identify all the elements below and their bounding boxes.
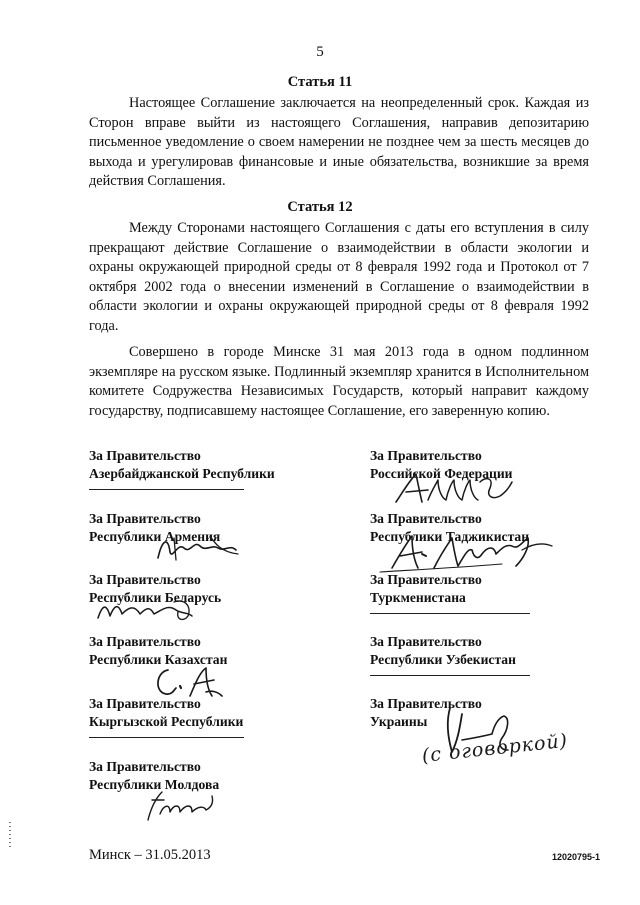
article-11-text: Настоящее Соглашение заключается на неопределенный срок. Каждая из Сторон вправе выйти из настоящего Соглашения, направив депозитарию письменное уведомление о своем намерении не позднее чем за шесть месяцев до выхода и урегулировав финансовые и иные обязательства, возникшие за время действия Соглашения. [89, 95, 589, 190]
signatory-line2: Республики Армения [89, 528, 221, 544]
signatory-line2: Республики Беларусь [89, 589, 222, 605]
signature-russia [388, 470, 518, 510]
closing-paragraph: Совершено в городе Минске 31 мая 2013 года в одном подлинном экземпляре на русском языке. Подлинный экземпляр хранится в Исполнительном комитете Содружества Независимых Государств, который направит каждому государству, подписавшему настоящее Соглашение, его заверенную копию. [89, 344, 589, 419]
signature-armenia [150, 530, 245, 566]
signatory-line2: Республики Таджикистан [370, 528, 530, 544]
signature-line [89, 489, 244, 490]
signatory-line2: Украины [370, 713, 428, 729]
signatory-line1: За Правительство [89, 448, 201, 463]
page-number: 5 [316, 44, 324, 60]
signatory-line2: Республики Молдова [89, 776, 220, 792]
signatory-line1: За Правительство [89, 759, 201, 774]
signatory-line2: Азербайджанской Республики [89, 465, 275, 481]
signature-line [89, 737, 244, 738]
signatory-line2: Российской Федерации [370, 465, 513, 481]
signatory-line1: За Правительство [370, 511, 482, 526]
signatory-turkmenistan [370, 571, 482, 606]
signatory-line1: За Правительство [370, 696, 482, 711]
footer-place-date: Минск – 31.05.2013 [89, 847, 211, 863]
signatory-line1: За Правительство [370, 572, 482, 587]
signatory-line2: Республики Казахстан [89, 651, 228, 667]
article-12-title: Статья 12 [287, 199, 353, 215]
signature-belarus [92, 592, 202, 628]
signatory-line1: За Правительство [370, 448, 482, 463]
signatory-line1: За Правительство [89, 511, 201, 526]
footer-doc-code: 12020795-1 [551, 852, 600, 862]
signatory-kyrgyzstan [89, 695, 243, 730]
signatory-line2: Туркменистана [370, 589, 466, 605]
article-11-title: Статья 11 [287, 74, 353, 90]
signature-line [370, 675, 530, 676]
signature-line [370, 613, 530, 614]
handwritten-reservation-note: (с оговоркой) [420, 729, 570, 767]
signatory-azerbaijan [89, 447, 275, 482]
margin-mark [9, 822, 11, 850]
signatory-uzbekistan [370, 633, 516, 668]
signatory-line2: Кыргызской Республики [89, 713, 244, 729]
signature-moldova [140, 786, 220, 824]
signatory-line1: За Правительство [89, 572, 201, 587]
signatory-line1: За Правительство [89, 634, 201, 649]
signatory-line1: За Правительство [370, 634, 482, 649]
signatory-line1: За Правительство [89, 696, 201, 711]
signature-tajikistan [372, 528, 557, 576]
signatory-line2: Республики Узбекистан [370, 651, 516, 667]
article-12-text: Между Сторонами настоящего Соглашения с даты его вступления в силу прекращают действие Соглашение о взаимодействии в области экологии и охраны окружающей природной среды от 8 февраля 1992 года и Протокол от 7 октября 2002 года о внесении изменений в Соглашение о взаимодействии в области экологии и охраны окружающей природной среды от 8 февраля 1992 года. [89, 220, 589, 334]
